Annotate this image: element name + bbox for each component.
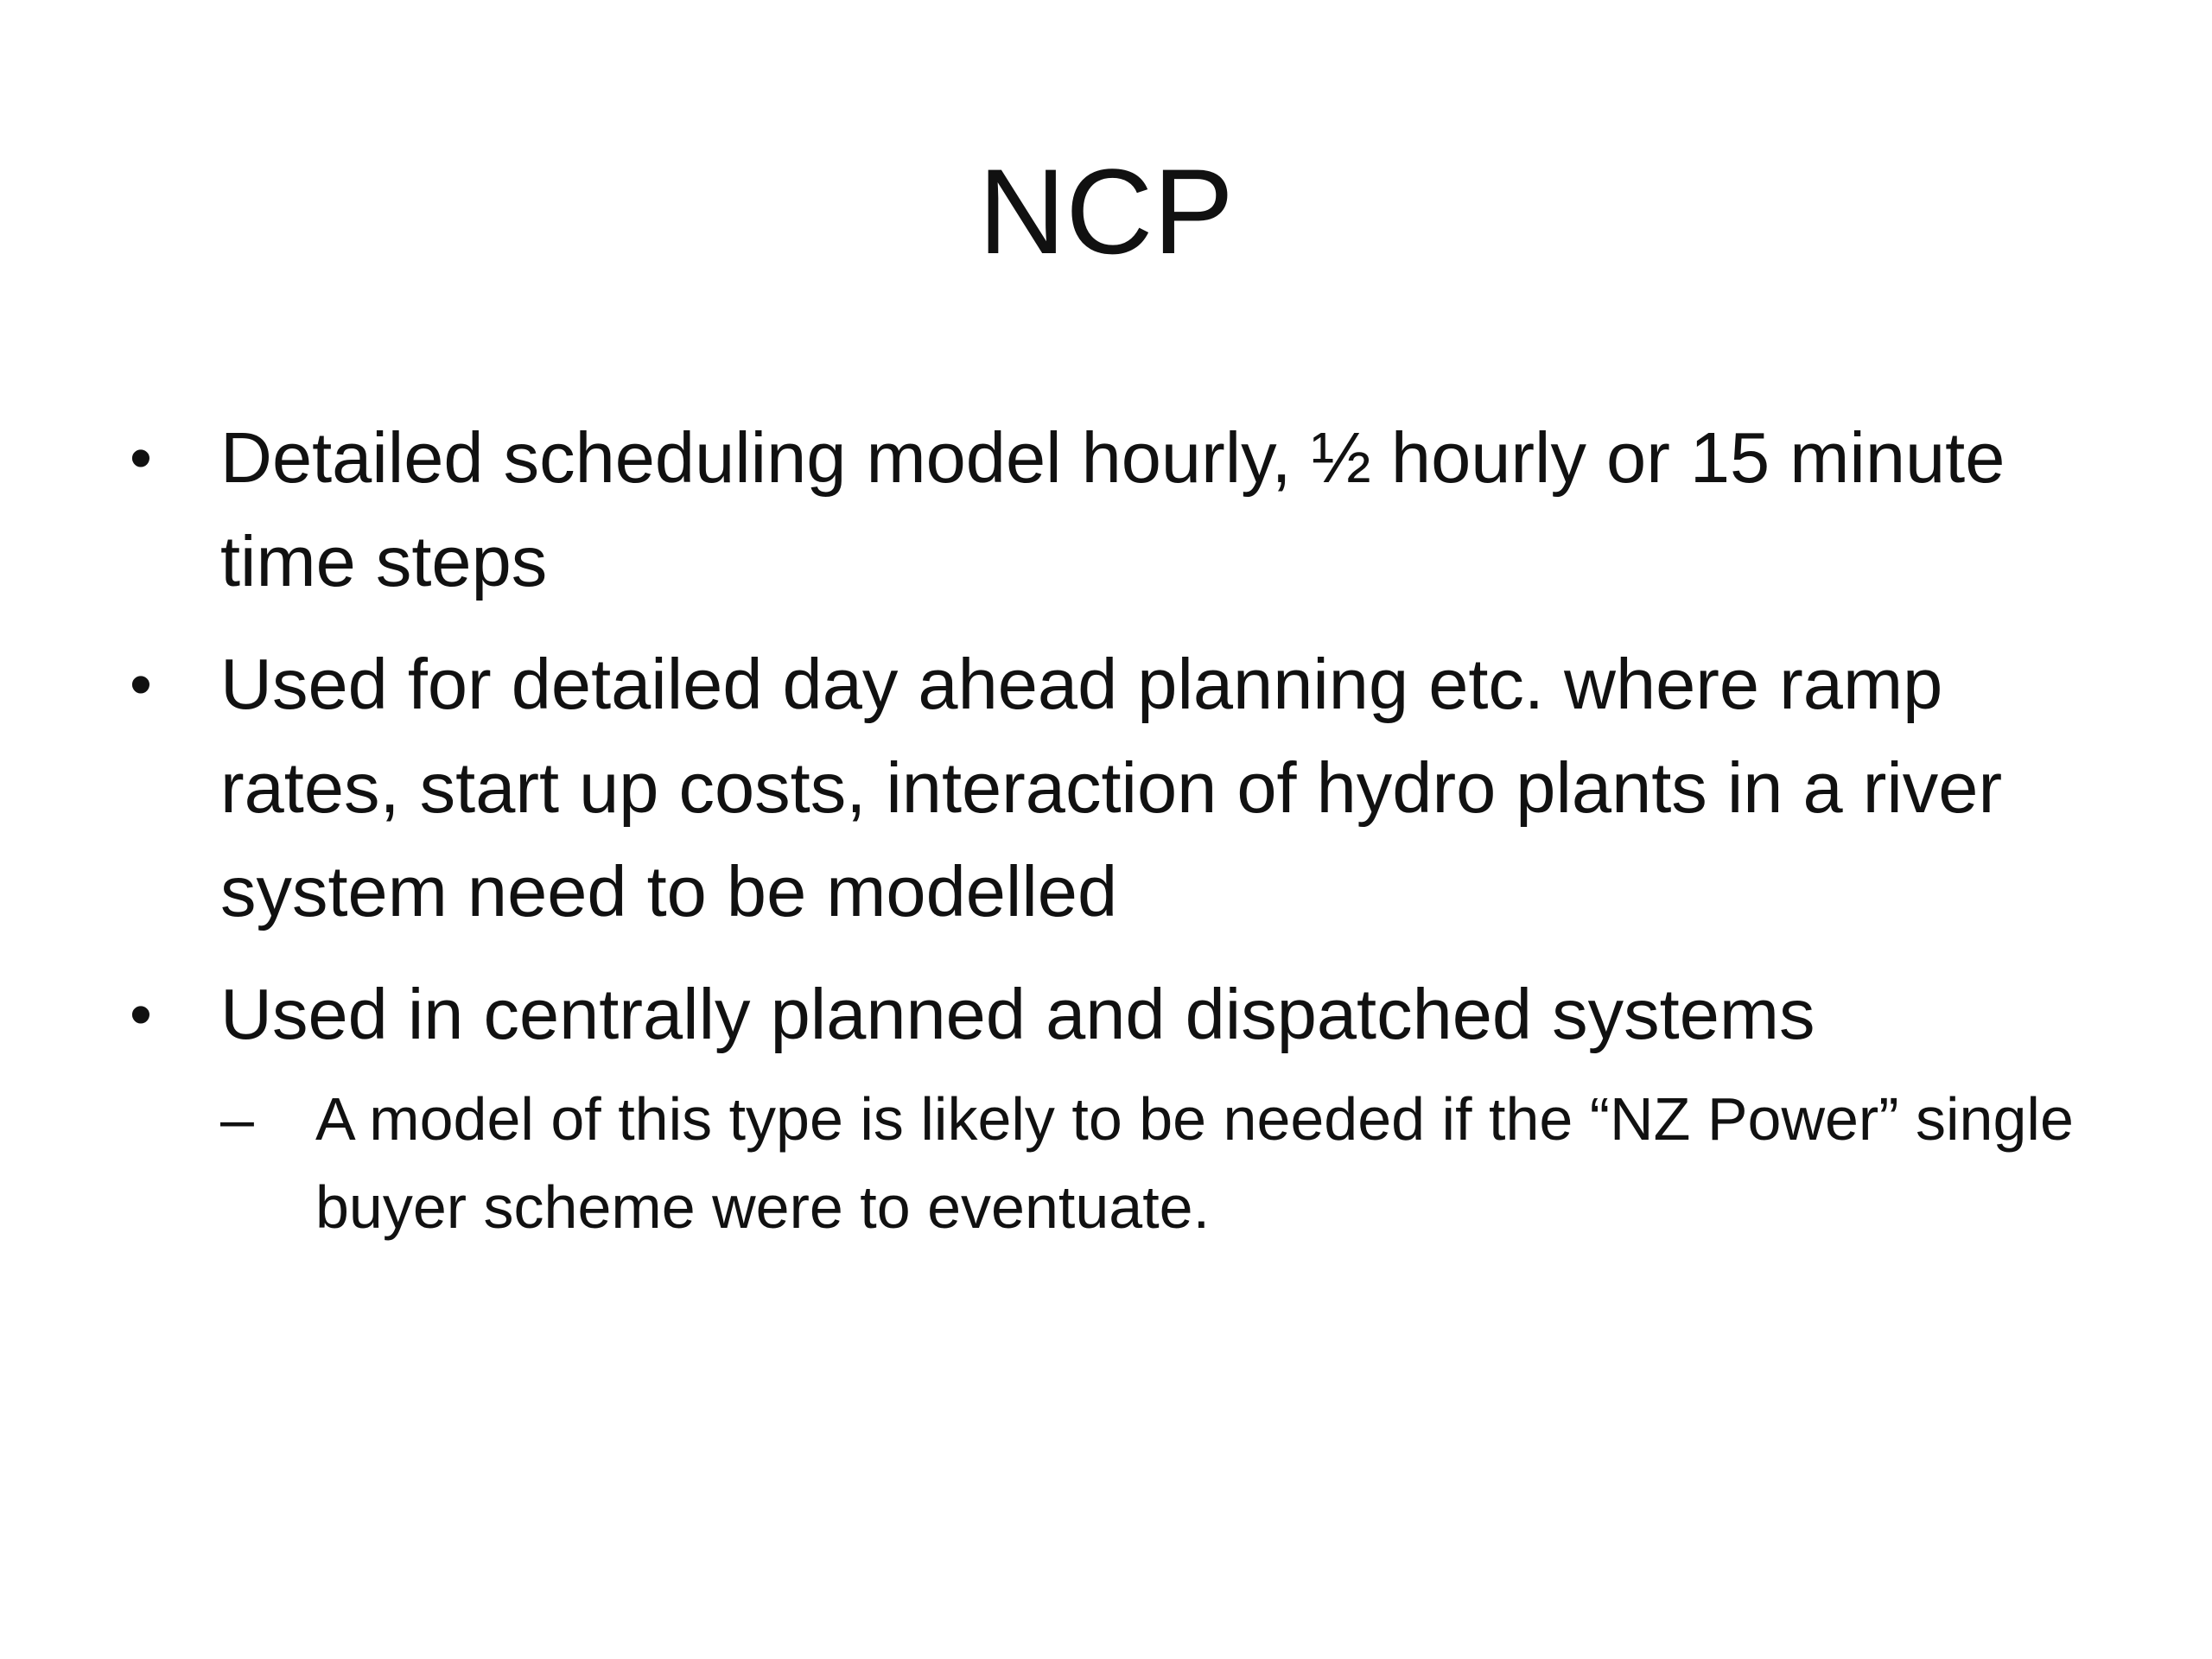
- bullet-icon: •: [130, 978, 152, 1050]
- bullet-item: [130, 632, 2117, 944]
- bullet-text: Used in centrally planned and dispatched systems: [220, 974, 1815, 1054]
- bullet-item: [130, 963, 2117, 1251]
- bullet-icon: •: [130, 422, 152, 493]
- dash-icon: –: [220, 1085, 254, 1153]
- bullet-icon: •: [130, 648, 152, 720]
- bullet-text: Detailed scheduling model hourly, ½ hourly or 15 minute time steps: [220, 417, 2005, 601]
- sub-bullet-item: [220, 1075, 2117, 1251]
- sub-bullet-list: [220, 1075, 2117, 1251]
- bullet-list: [130, 406, 2117, 1270]
- bullet-text: Used for detailed day ahead planning etc. where ramp rates, start up costs, interaction of hydro plants in a river system need to be modelled: [220, 644, 2003, 931]
- slide-title: NCP: [978, 143, 1234, 279]
- bullet-item: [130, 406, 2117, 613]
- sub-bullet-text: A model of this type is likely to be needed if the “NZ Power” single buyer scheme were to eventuate.: [315, 1085, 2074, 1241]
